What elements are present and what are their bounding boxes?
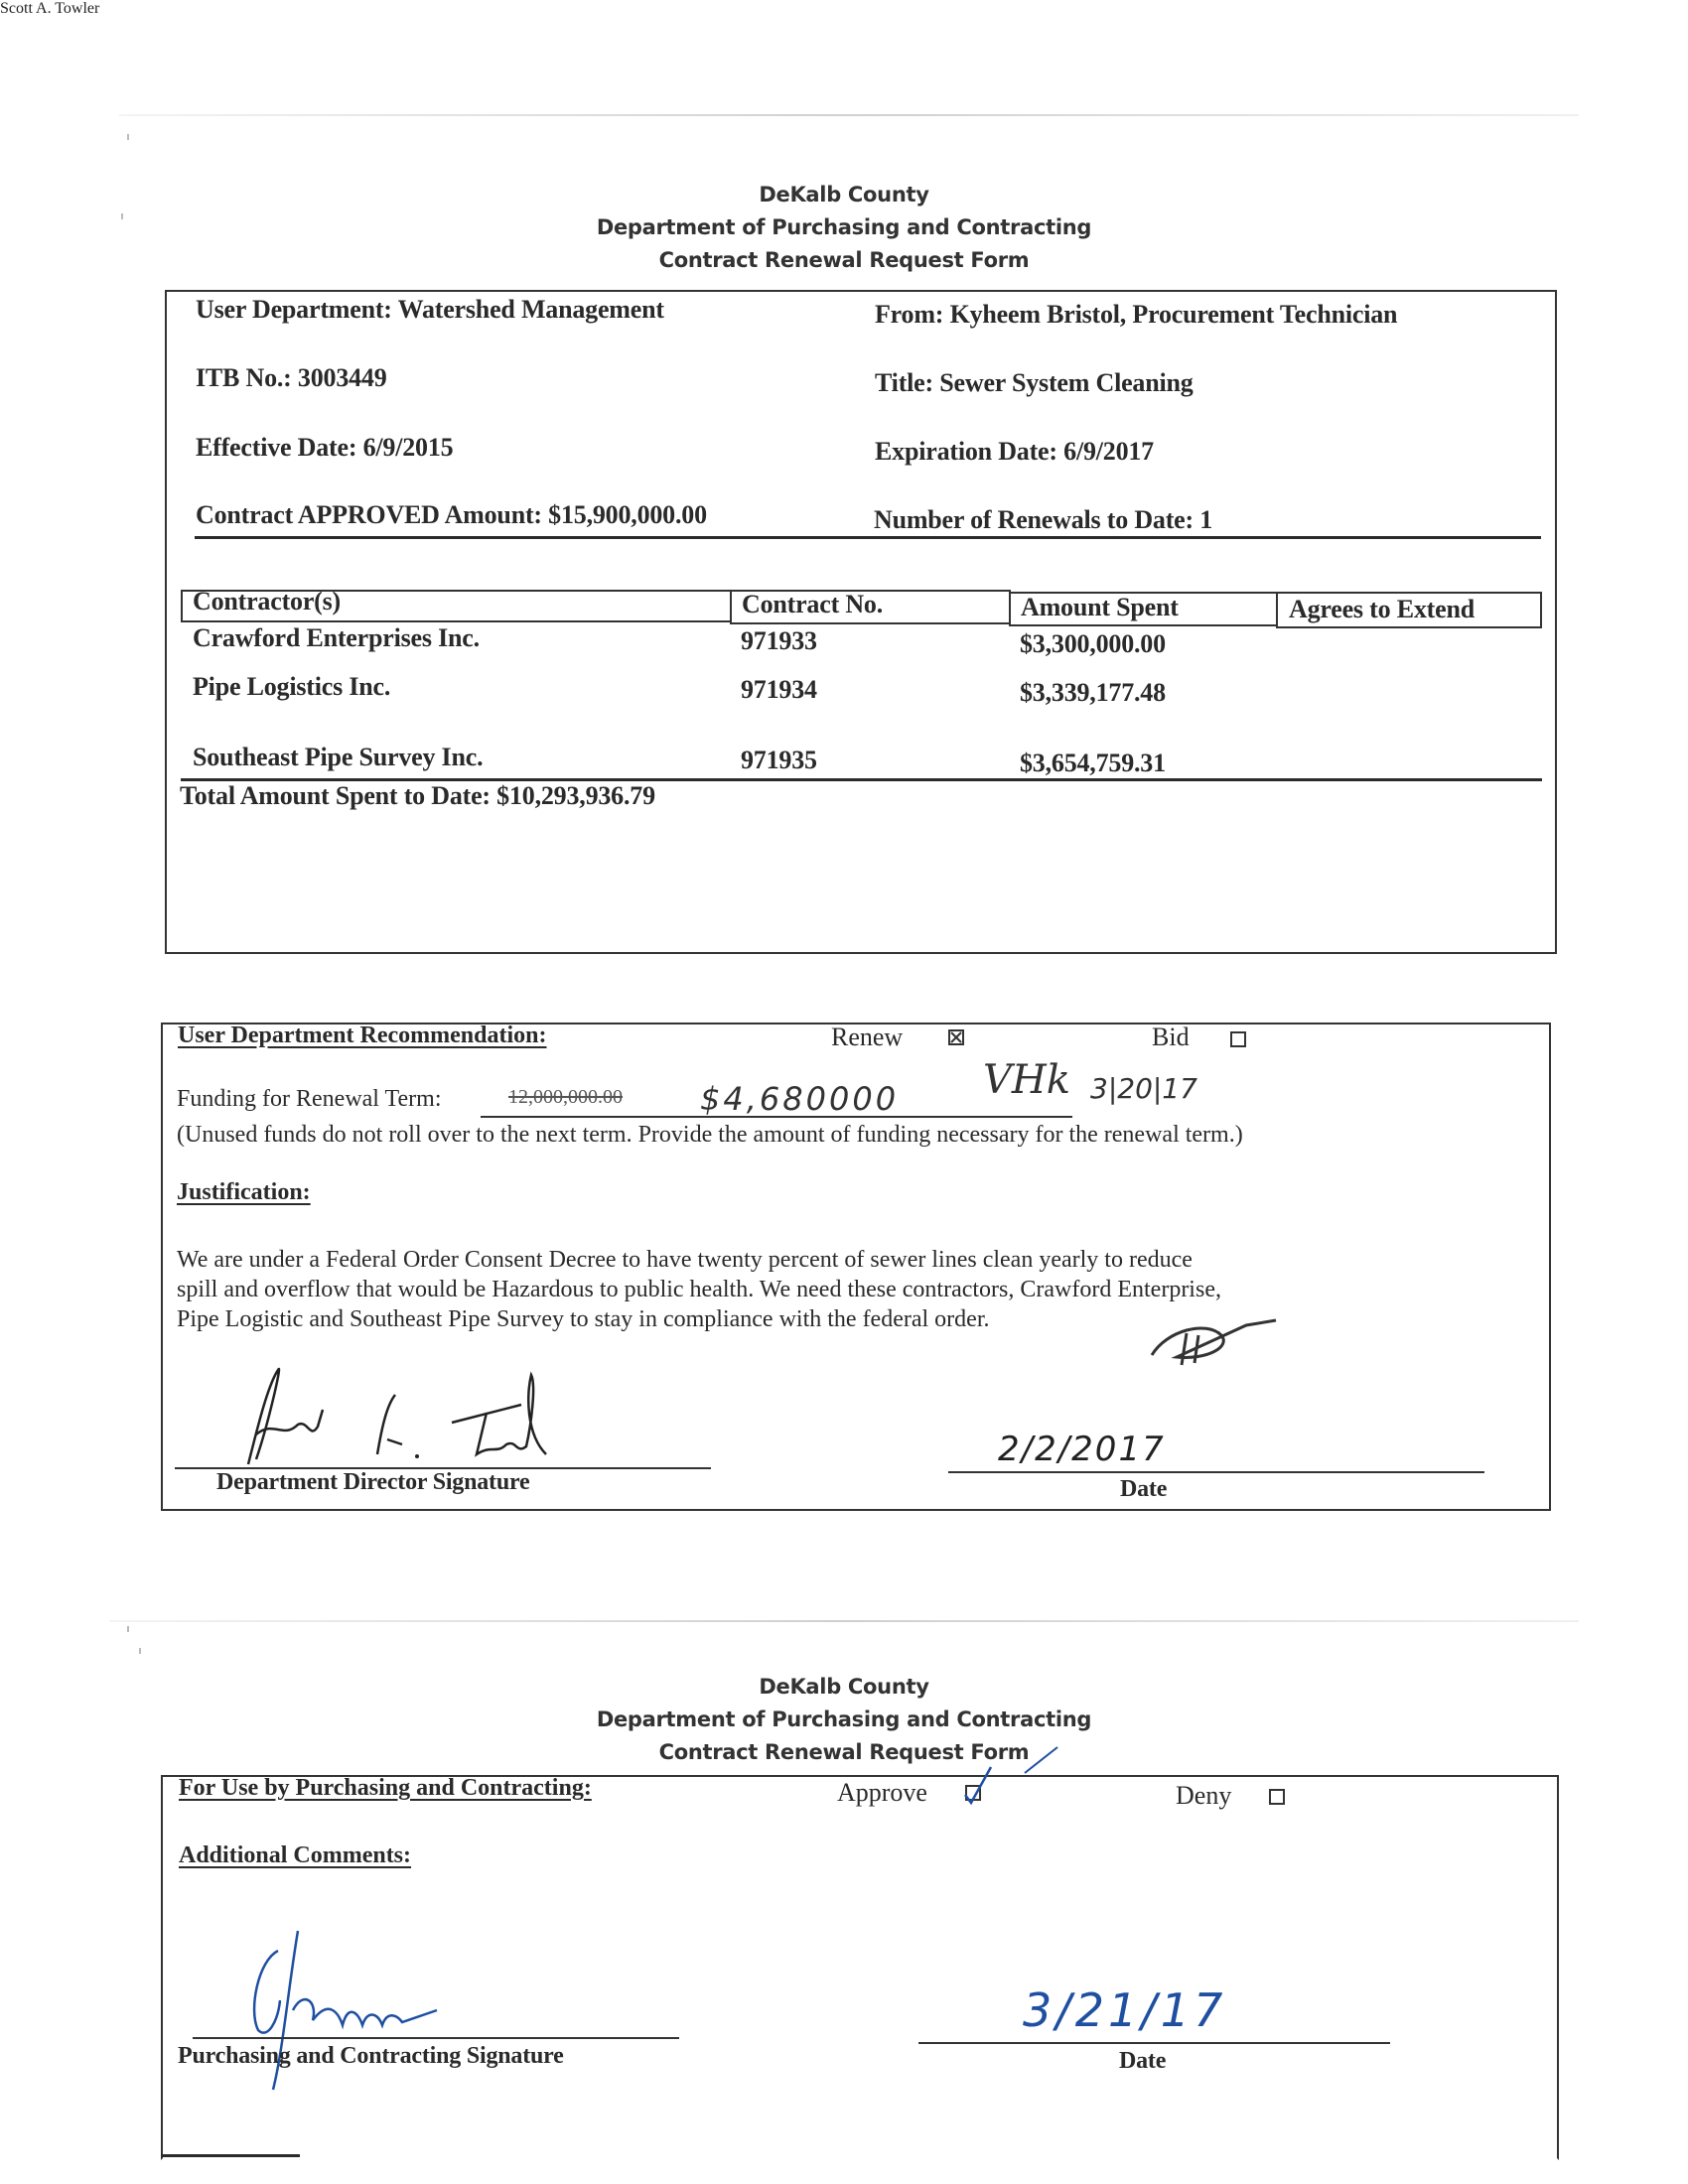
column-header: Amount Spent (1021, 593, 1179, 621)
header-pen-stroke (1023, 1745, 1062, 1775)
page2-header (0, 1671, 1688, 1769)
purchasing-box-bottom (161, 2154, 300, 2157)
total-amount-spent: Total Amount Spent to Date: $10,293,936.79 (180, 781, 655, 810)
effective-date: Effective Date: 6/9/2015 (196, 433, 454, 462)
expiration-date: Expiration Date: 6/9/2017 (875, 437, 1154, 466)
bid-checkbox[interactable] (1230, 1031, 1246, 1047)
funding-initials: VHk (983, 1057, 1071, 1103)
approve-label: Approve (837, 1778, 927, 1807)
director-signature-label: Department Director Signature (216, 1469, 530, 1495)
purchasing-date-label: Date (1119, 2048, 1167, 2074)
table-row-contractor: Southeast Pipe Survey Inc. (193, 743, 484, 771)
renew-label: Renew (831, 1023, 904, 1051)
approved-amount: Contract APPROVED Amount: $15,900,000.00 (196, 500, 707, 529)
director-signature (228, 1365, 546, 1474)
deny-label: Deny (1176, 1781, 1232, 1810)
recommendation-heading: User Department Recommendation: (178, 1023, 547, 1048)
director-date-line (948, 1471, 1484, 1473)
table-row-amount: $3,300,000.00 (1020, 629, 1166, 658)
director-signature-text: Scott A. Towler (0, 0, 100, 17)
funding-handwritten-amount: $4,680000 (700, 1080, 900, 1118)
itb-number: ITB No.: 3003449 (196, 363, 387, 392)
funding-label: Funding for Renewal Term: (177, 1086, 442, 1112)
renewals-to-date: Number of Renewals to Date: 1 (874, 505, 1213, 534)
director-date-handwritten: 2/2/2017 (998, 1430, 1166, 1469)
funding-note: (Unused funds do not roll over to the next term. Provide the amount of funding necessary for the renewal term.) (177, 1122, 1243, 1148)
table-row-contractor: Pipe Logistics Inc. (193, 672, 391, 701)
department-name: Department of Purchasing and Contracting (596, 1707, 1092, 1731)
table-row-contract-no: 971935 (741, 746, 817, 774)
scan-speck (127, 134, 129, 140)
justification-initials-mark (1147, 1315, 1286, 1375)
bid-label: Bid (1152, 1023, 1190, 1051)
purchasing-heading: For Use by Purchasing and Contracting: (179, 1775, 592, 1801)
table-row-contract-no: 971934 (741, 675, 817, 704)
table-row-contractor: Crawford Enterprises Inc. (193, 623, 480, 652)
user-department: User Department: Watershed Management (196, 295, 664, 324)
justification-line: Pipe Logistic and Southeast Pipe Survey to stay in compliance with the federal order. (177, 1306, 990, 1332)
column-header: Contract No. (742, 590, 884, 618)
department-name: Department of Purchasing and Contracting (596, 215, 1092, 239)
justification-heading: Justification: (177, 1179, 311, 1205)
scan-artifact-top (119, 114, 1579, 116)
justification-line: spill and overflow that would be Hazardous to public health. We need these contractors, Crawford Enterprise, (177, 1277, 1221, 1302)
table-row-amount: $3,654,759.31 (1020, 749, 1166, 777)
table-row-contract-no: 971933 (741, 626, 817, 655)
column-header: Agrees to Extend (1289, 595, 1475, 623)
checkmark-icon (963, 1765, 993, 1805)
column-header: Contractor(s) (193, 587, 342, 615)
director-date-label: Date (1120, 1476, 1168, 1502)
renew-checkbox[interactable] (948, 1029, 964, 1045)
funding-initials-date: 3|20|17 (1090, 1072, 1197, 1105)
page1-header (0, 179, 1688, 277)
scan-speck (127, 1626, 129, 1632)
justification-line: We are under a Federal Order Consent Decree to have twenty percent of sewer lines clean yearly to reduce (177, 1247, 1193, 1273)
county-name: DeKalb County (759, 1675, 929, 1699)
contract-title: Title: Sewer System Cleaning (875, 368, 1194, 397)
purchasing-signature-label: Purchasing and Contracting Signature (178, 2043, 564, 2069)
deny-checkbox[interactable] (1269, 1789, 1285, 1805)
approve-checkbox[interactable] (965, 1785, 981, 1801)
form-title: Contract Renewal Request Form (658, 1740, 1030, 1764)
county-name: DeKalb County (759, 183, 929, 206)
info-divider (195, 536, 1541, 539)
scan-artifact-middle (109, 1620, 1579, 1622)
from-field: From: Kyheem Bristol, Procurement Technician (875, 300, 1398, 329)
scan-speck (139, 1648, 141, 1654)
funding-struck-amount: 12,000,000.00 (508, 1086, 623, 1108)
purchasing-date-handwritten: 3/21/17 (1023, 1983, 1227, 2037)
form-title: Contract Renewal Request Form (658, 248, 1030, 272)
purchasing-date-line (918, 2042, 1390, 2044)
additional-comments-heading: Additional Comments: (179, 1843, 412, 1868)
checkbox-x-icon (950, 1031, 962, 1043)
purchasing-signature-line (193, 2037, 679, 2039)
table-row-amount: $3,339,177.48 (1020, 678, 1166, 707)
